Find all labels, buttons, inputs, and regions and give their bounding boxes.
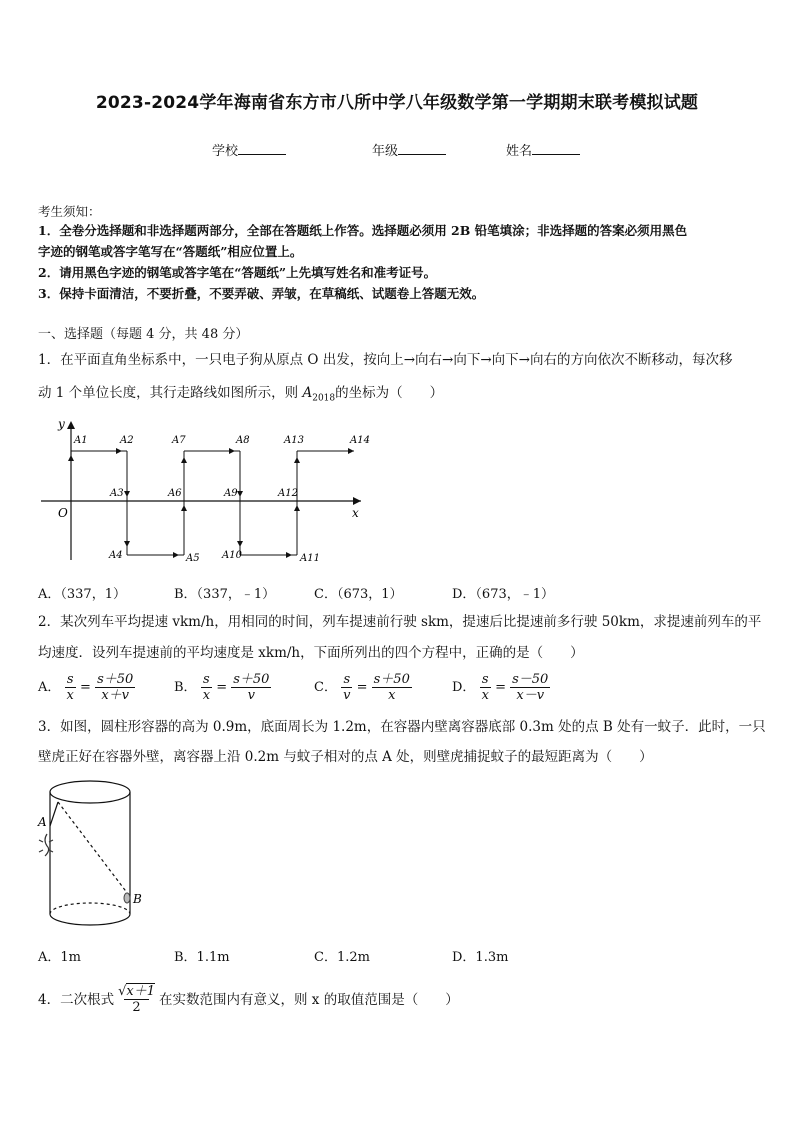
- notice-item-3: 3．保持卡面清洁，不要折叠，不要弄破、弄皱，在草稿纸、试题卷上答题无效。: [38, 286, 485, 301]
- q4-fraction: $\frac{√x+1}{2}$: [118, 984, 155, 1015]
- q1-line1: 1．在平面直角坐标系中，一只电子狗从原点 O 出发，按向上→向右→向下→向下→向右的方向依次不断移动，每次移: [38, 352, 733, 368]
- label-a2: A2: [120, 435, 134, 446]
- school-field[interactable]: [212, 140, 286, 159]
- q1-figure: [36, 415, 376, 570]
- origin-label: O: [58, 506, 68, 520]
- notice-heading: 考生须知：: [38, 204, 101, 219]
- q1-option-b[interactable]: B．（337，﹣1）: [174, 587, 276, 602]
- gecko-path: [50, 802, 58, 826]
- q2-c-rden: x: [388, 688, 396, 703]
- mosquito-icon: [124, 893, 130, 903]
- label-a7: A7: [172, 435, 186, 446]
- q1-var: A: [302, 385, 313, 401]
- cylinder-bottom-back: [50, 903, 130, 914]
- q2-b-lnum: s: [203, 672, 210, 687]
- path-lines: [71, 451, 354, 555]
- label-a4: A4: [109, 550, 123, 561]
- q4-suffix: 在实数范围内有意义，则 x 的取值范围是（ ）: [159, 991, 459, 1008]
- q2-a-lden: x: [66, 688, 74, 703]
- cylinder-bottom-front: [50, 914, 130, 925]
- section-heading: 一、选择题（每题 4 分，共 48 分）: [38, 327, 249, 342]
- q2-option-b[interactable]: B． $\frac{s}{x}$ = $\frac{s+50}{v}$: [174, 672, 270, 703]
- q2-a-lnum: s: [66, 672, 74, 687]
- shortest-path: [58, 802, 128, 894]
- q2-line2: 均速度．设列车提速前的平均速度是 xkm/h，下面所列出的四个方程中，正确的是（ ）: [38, 645, 584, 661]
- grade-field[interactable]: [372, 140, 446, 159]
- q1-option-c[interactable]: C．（673，1）: [314, 587, 403, 602]
- q2-d-label: D．: [452, 680, 476, 695]
- q2-c-lden: v: [343, 688, 351, 703]
- q3-option-c[interactable]: C．1.2m: [314, 950, 370, 965]
- label-a3: A3: [110, 488, 124, 499]
- grade-label: 年级: [372, 144, 399, 159]
- point-b-label: B: [133, 892, 142, 906]
- name-label: 姓名: [506, 144, 533, 159]
- page-title: 2023-2024学年海南省东方市八所中学八年级数学第一学期期末联考模拟试题: [95, 93, 699, 113]
- q4-line: [38, 984, 459, 1015]
- school-blank[interactable]: [238, 142, 286, 155]
- label-a8: A8: [236, 435, 250, 446]
- q2-option-d[interactable]: D． $\frac{s}{x}$ = $\frac{s-50}{x-v}$: [452, 672, 549, 703]
- q2-c-rnum: s＋50: [373, 672, 410, 687]
- q2-c-label: C．: [314, 680, 337, 695]
- q1-text-a: 动 1 个单位长度，其行走路线如图所示，则: [38, 385, 303, 401]
- q4-prefix: 4．二次根式: [38, 991, 115, 1008]
- path-arrows: [68, 448, 354, 558]
- notice-item-1b: 字迹的钢笔或答字笔写在“答题纸”相应位置上。: [38, 244, 303, 259]
- q2-c-lnum: s: [343, 672, 351, 687]
- y-axis-arrow-icon: [67, 421, 75, 429]
- x-axis-arrow-icon: [353, 497, 361, 505]
- notice-item-1a: 1．全卷分选择题和非选择题两部分，全部在答题纸上作答。选择题必须用 2B 铅笔填涂；非选择题的答案必须用黑色: [38, 223, 688, 238]
- point-a-label: A: [38, 815, 47, 829]
- q2-line1: 2．某次列车平均提速 vkm/h，用相同的时间，列车提速前行驶 skm，提速后比提速前多行驶 50km，求提速前列车的平: [38, 614, 762, 630]
- q2-a-rnum: s＋50: [97, 672, 134, 687]
- label-a10: A10: [222, 550, 242, 561]
- school-label: 学校: [212, 144, 239, 159]
- label-a5: A5: [186, 553, 200, 564]
- label-a13: A13: [284, 435, 304, 446]
- label-a1: A1: [74, 435, 88, 446]
- q3-option-b[interactable]: B．1.1m: [174, 950, 230, 965]
- cylinder-top: [50, 781, 130, 803]
- q4-den: 2: [124, 999, 148, 1015]
- label-a6: A6: [168, 488, 182, 499]
- label-a11: A11: [300, 553, 320, 564]
- label-a14: A14: [350, 435, 370, 446]
- q2-d-rden: x－v: [516, 688, 545, 703]
- q1-line2: [38, 380, 443, 412]
- q2-option-c[interactable]: C． $\frac{s}{v}$ = $\frac{s+50}{x}$: [314, 672, 410, 703]
- name-field[interactable]: [506, 140, 580, 159]
- q1-option-a[interactable]: A．（337，1）: [38, 587, 126, 602]
- q2-b-label: B．: [174, 680, 197, 695]
- q3-line2: 壁虎正好在容器外壁，离容器上沿 0.2m 与蚊子相对的点 A 处，则壁虎捕捉蚊子的最短距离为（ ）: [38, 749, 653, 765]
- q2-option-a[interactable]: A． $\frac{s}{x}$ = $\frac{s+50}{x+v}$: [38, 672, 134, 703]
- q1-text-b: 的坐标为（ ）: [335, 385, 444, 401]
- q1-option-d[interactable]: D．（673，﹣1）: [452, 587, 555, 602]
- notice-item-2: 2．请用黑色字迹的钢笔或答字笔在“答题纸”上先填写姓名和准考证号。: [38, 265, 437, 280]
- q2-a-label: A．: [38, 680, 61, 695]
- y-label: y: [58, 417, 65, 431]
- q2-b-lden: x: [202, 688, 211, 703]
- name-blank[interactable]: [532, 142, 580, 155]
- q1-sub: 2018: [312, 393, 336, 404]
- q3-option-d[interactable]: D．1.3m: [452, 950, 509, 965]
- q2-d-lnum: s: [481, 672, 489, 687]
- grade-blank[interactable]: [398, 142, 446, 155]
- q3-cylinder-figure: [34, 776, 154, 936]
- label-a9: A9: [224, 488, 238, 499]
- q2-b-rnum: s＋50: [233, 672, 270, 687]
- q2-b-rden: v: [247, 688, 256, 703]
- q2-a-rden: x＋v: [101, 688, 130, 703]
- label-a12: A12: [278, 488, 298, 499]
- gecko-icon: [39, 834, 53, 856]
- x-label: x: [352, 506, 359, 520]
- q2-d-lden: x: [481, 688, 489, 703]
- q2-d-rnum: s－50: [512, 672, 549, 687]
- q4-radicand: x＋1: [126, 984, 155, 999]
- q3-option-a[interactable]: A．1m: [38, 950, 81, 965]
- q3-line1: 3．如图，圆柱形容器的高为 0.9m，底面周长为 1.2m，在容器内壁离容器底部 0.3m 处的点 B 处有一蚊子．此时，一只: [38, 719, 766, 735]
